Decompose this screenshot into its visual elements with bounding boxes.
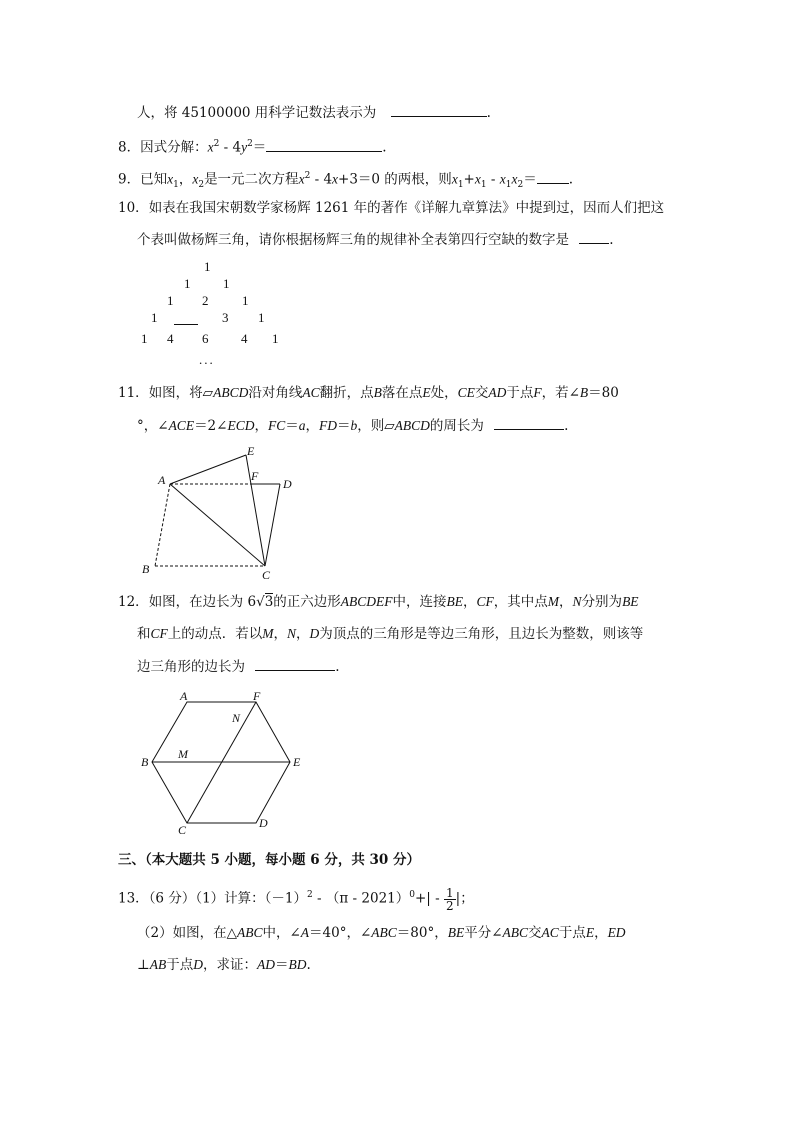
question-10-line1: 10．如表在我国宋朝数学家杨辉 1261 年的著作《详解九章算法》中提到过，因而人们把这 bbox=[118, 200, 665, 216]
triangle-cell: 1 bbox=[151, 310, 158, 325]
triangle-cell: 1 bbox=[272, 331, 279, 346]
triangle-cell: 3 bbox=[222, 310, 229, 325]
triangle-cell: 1 bbox=[167, 293, 174, 308]
label-A: A bbox=[158, 473, 166, 487]
hex-label-F: F bbox=[253, 689, 261, 703]
q8-number: 8． bbox=[118, 139, 141, 156]
question-13-part2-line1: （2）如图，在△ABC中，∠A＝40°，∠ABC＝80°，BE平分∠ABC交AC于点E，ED bbox=[137, 925, 626, 941]
fraction-one-half: $\frac{1}{2}$ bbox=[446, 885, 454, 913]
q9-number: 9． bbox=[118, 171, 141, 188]
question-12-line3: 边三角形的边长为 . bbox=[137, 656, 340, 677]
triangle-cell: 1 bbox=[223, 276, 230, 291]
triangle-cell: 4 bbox=[241, 331, 248, 346]
triangle-dots: ... bbox=[199, 352, 215, 367]
triangle-cell: 2 bbox=[202, 293, 209, 308]
question-12-line1: 12．如图，在边长为 6√3的正六边形ABCDEF中，连接BE，CF，其中点M，N分别为BE bbox=[118, 594, 639, 610]
segment-AE bbox=[170, 455, 246, 484]
q11-number: 11． bbox=[118, 385, 149, 401]
q12-number: 12． bbox=[118, 594, 149, 610]
q7-answer-blank[interactable] bbox=[391, 102, 487, 117]
question-12-line2: 和CF上的动点．若以M，N，D为顶点的三角形是等边三角形，且边长为整数，则该等 bbox=[137, 626, 644, 642]
hex-label-N: N bbox=[232, 711, 241, 725]
hex-label-D: D bbox=[259, 816, 268, 830]
question-13-part1: 13．（6 分）（1）计算：$(-1)^2 - (\pi - 2021)^0+|$ - $\frac{1}{2}$ |； bbox=[118, 885, 474, 913]
label-C: C bbox=[262, 568, 271, 582]
triangle-cell: 6 bbox=[202, 331, 209, 346]
q7-text: 人，将 45100000 用科学记数法表示为 bbox=[137, 105, 377, 121]
q9-answer-blank[interactable] bbox=[537, 169, 569, 184]
hex-label-A: A bbox=[180, 689, 188, 703]
hex-label-B: B bbox=[141, 755, 149, 769]
question-10-line2: 个表叫做杨辉三角，请你根据杨辉三角的规律补全表第四行空缺的数字是 . bbox=[137, 229, 614, 250]
q10-answer-blank[interactable] bbox=[579, 229, 609, 244]
segment-AC bbox=[170, 484, 265, 566]
hex-label-M: M bbox=[178, 747, 188, 761]
label-B: B bbox=[142, 562, 150, 576]
section-3-heading: 三、（本大题共 5 小题，每小题 6 分，共 30 分） bbox=[118, 852, 421, 868]
question-8: 8．因式分解：$x^2 - 4y^2=$ . bbox=[118, 134, 387, 158]
segment-AB-dashed bbox=[155, 484, 170, 566]
triangle-cell: 4 bbox=[167, 331, 174, 346]
question-11-line2: °，∠ACE＝2∠ECD，FC＝a，FD＝b，则▱ABCD的周长为 . bbox=[137, 415, 568, 436]
sqrt-symbol: √ bbox=[256, 594, 265, 610]
label-F: F bbox=[251, 469, 259, 483]
question-11-line1: 11．如图，将▱ABCD沿对角线AC翻折，点B落在点E处，CE交AD于点F，若∠B＝80 bbox=[118, 385, 619, 401]
q7-continuation: 人，将 45100000 用科学记数法表示为 . bbox=[137, 102, 491, 123]
q10-number: 10． bbox=[118, 200, 149, 216]
q11-answer-blank[interactable] bbox=[494, 415, 564, 430]
question-13-part2-line2: ⊥AB于点D，求证：AD＝BD. bbox=[137, 957, 311, 973]
label-E: E bbox=[247, 444, 255, 458]
q13-number: 13． bbox=[118, 890, 149, 907]
segment-DC bbox=[265, 484, 280, 566]
triangle-cell: 1 bbox=[204, 259, 211, 274]
q12-hexagon-figure bbox=[130, 684, 320, 840]
q11-parallelogram-figure bbox=[130, 440, 310, 585]
hex-label-E: E bbox=[293, 755, 301, 769]
label-D: D bbox=[283, 477, 292, 491]
q12-answer-blank[interactable] bbox=[255, 656, 335, 671]
q8-answer-blank[interactable] bbox=[266, 137, 382, 152]
triangle-cell: 1 bbox=[258, 310, 265, 325]
triangle-cell: 1 bbox=[242, 293, 249, 308]
triangle-cell: 1 bbox=[184, 276, 191, 291]
question-9: 9．已知$x_1$，$x_2$是一元二次方程$x^2 - 4x+3=0$ 的两根，则$x_1+x_1 - x_1x_2=$ . bbox=[118, 166, 573, 195]
triangle-cell: 1 bbox=[141, 331, 148, 346]
hex-label-C: C bbox=[178, 823, 187, 837]
triangle-missing-blank[interactable] bbox=[174, 324, 198, 325]
